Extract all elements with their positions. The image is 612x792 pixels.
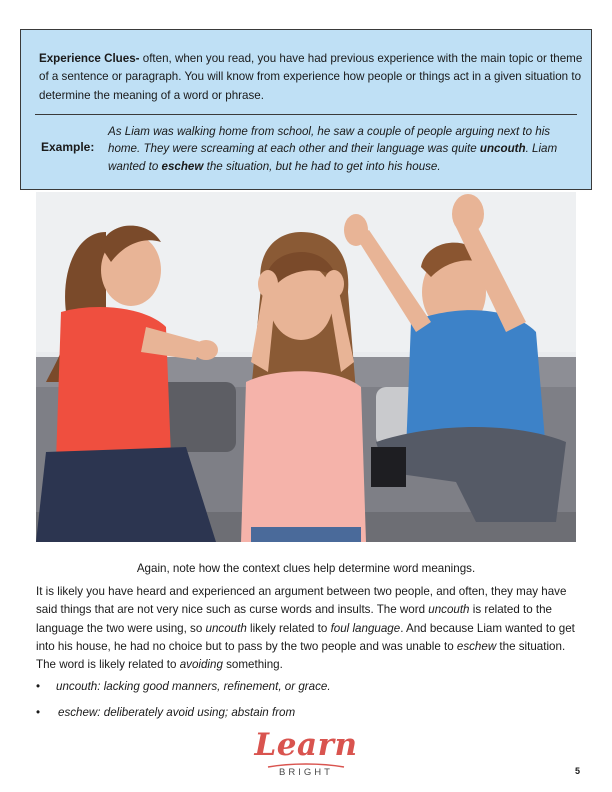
example-keyword-eschew: eschew [161,159,204,173]
paragraph-text: the situation. The word is likely related to [36,639,566,672]
clue-definition-text: often, when you read, you have had previous experience with the main topic or theme of a sentence or paragraph. You will know from experience how people or things act in a given situation to determine the meaning of a word or phrase. [39,52,583,102]
bullet-text: uncouth: lacking good manners, refinement, or grace. [56,680,331,693]
paragraph-term: eschew [456,639,497,653]
example-label: Example: [41,140,95,154]
logo-word: Learn [254,727,358,763]
paragraph-term: foul language [330,621,401,635]
paragraph-term: uncouth [205,621,247,635]
paragraph-text: likely related to [246,621,331,635]
logo-subtitle: BRIGHT [279,767,333,778]
bullet-text: eschew: deliberately avoid using; abstain from [58,706,296,719]
paragraph-text: is related to the language the two were using, so [36,603,553,635]
divider [35,114,577,115]
clue-term: Experience Clues- [39,52,140,65]
paragraph-text: . And because Liam wanted to get into his house, he had no choice but to pass by the two people and was unable to [36,621,575,653]
bullet-icon: • [36,680,41,693]
example-text-part: As Liam was walking home from school, he saw a couple of people arguing next to his home. They were screaming at each other and their language was quite [108,125,551,156]
paragraph-text: It is likely you have heard and experienced an argument between two people, and often, they may have said things that are not very nice such as curse words and insults. The word [36,585,567,617]
experience-clues-box [20,29,592,190]
bullet-icon: • [36,706,41,719]
learn-bright-logo [254,727,358,785]
example-text-part: . Liam wanted to [108,142,558,173]
paragraph-term: uncouth [428,603,470,617]
paragraph-term: avoiding [179,658,223,672]
paragraph-text: something. [222,658,283,672]
explanation-paragraph [36,583,576,674]
photo-illustration [36,192,576,542]
definition-bullet-eschew [36,706,295,719]
example-keyword-uncouth: uncouth [479,142,526,156]
photo-caption: Again, note how the context clues help determine word meanings. [136,562,476,575]
definition-bullet-uncouth [36,680,331,693]
page-number: 5 [575,766,581,776]
experience-clues-definition [39,50,584,105]
example-text [108,123,580,175]
arguing-family-photo [36,192,576,542]
example-text-part: the situation, but he had to get into his house. [203,159,441,173]
